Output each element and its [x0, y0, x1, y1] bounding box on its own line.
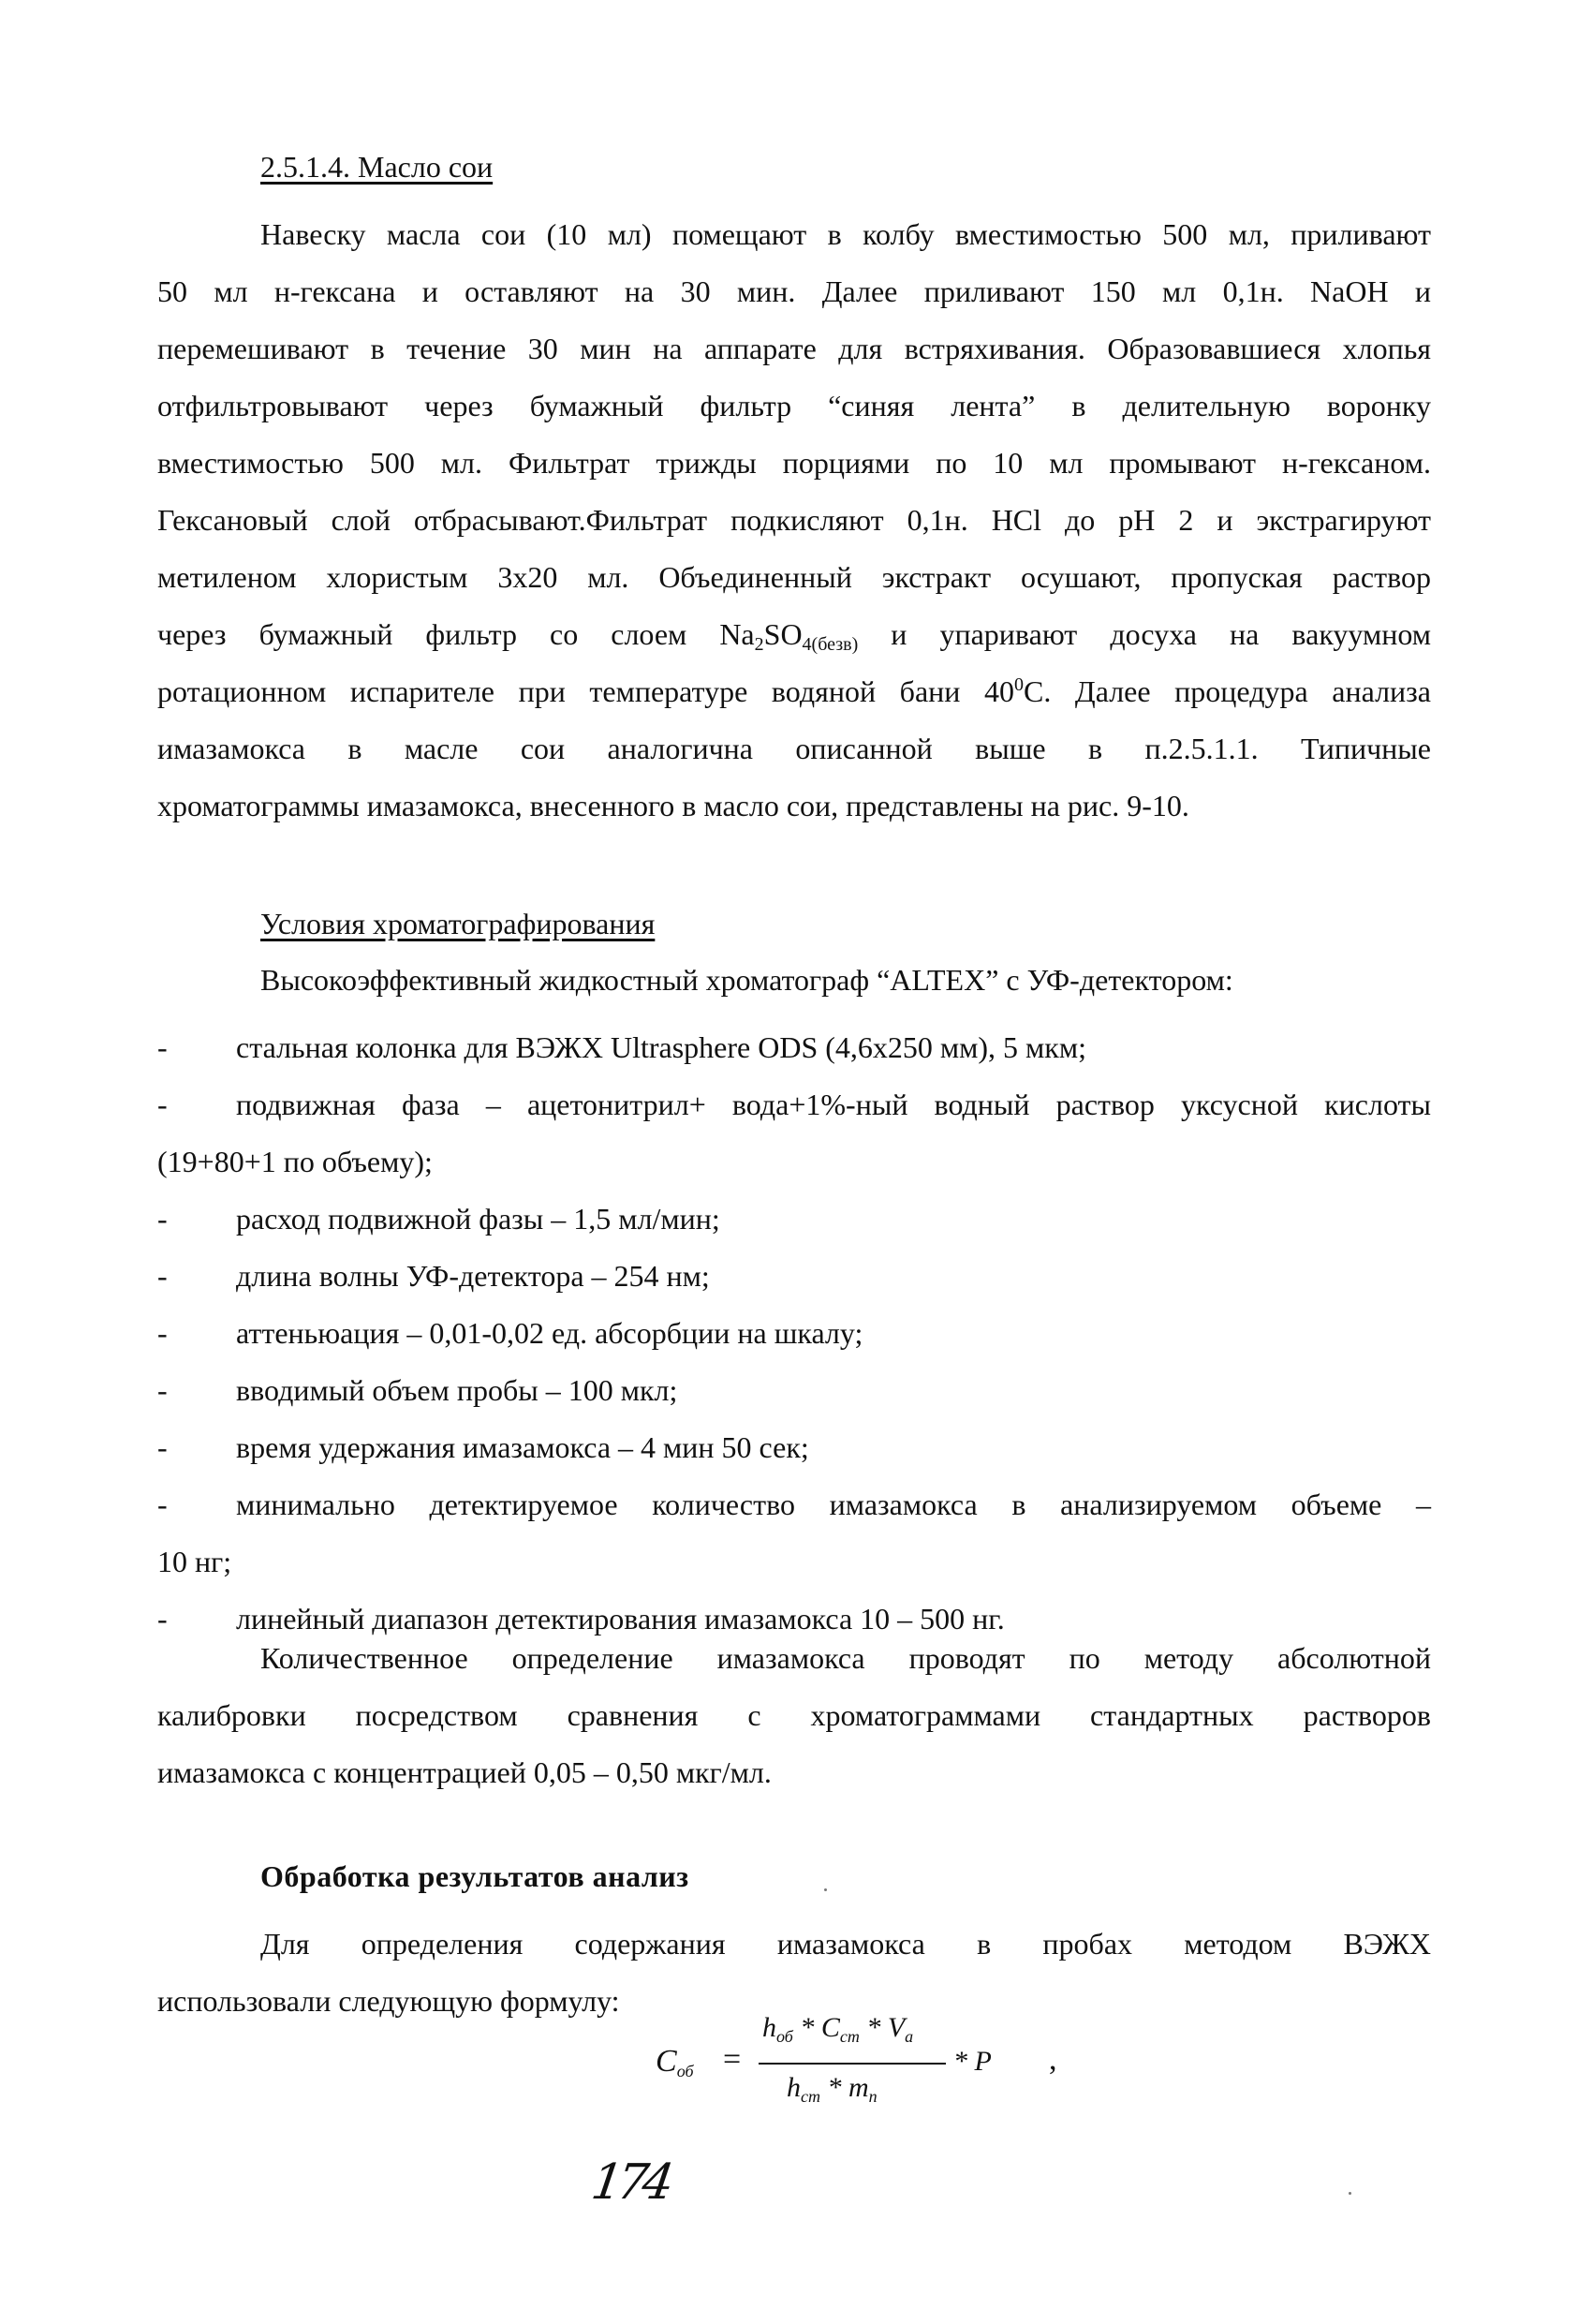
- condition-text: минимально детектируемое количество имазамокса в анализируемом объеме –: [236, 1488, 1431, 1521]
- condition-text: 10 нг;: [157, 1545, 232, 1578]
- paragraph-line: перемешивают в течение 30 мин на аппарате для встряхивания. Образовавшиеся хлопья: [157, 332, 1431, 365]
- conditions-intro: Высокоэффективный жидкостный хроматограф “ALTEX” с УФ-детектором:: [260, 963, 1233, 997]
- paragraph-line: хроматограммы имазамокса, внесенного в масло сои, представлены на рис. 9-10.: [157, 789, 1189, 822]
- paragraph-line: вместимостью 500 мл. Фильтрат трижды порциями по 10 мл промывают н-гексаном.: [157, 446, 1431, 480]
- paragraph-oil-preparation: [157, 206, 1431, 835]
- paragraph-line: Количественное определение имазамокса проводят по методу абсолютной: [260, 1641, 1431, 1675]
- paragraph-line: Гексановый слой отбрасывают.Фильтрат подкисляют 0,1н. HCl до pH 2 и экстрагируют: [157, 503, 1432, 537]
- paragraph-line: калибровки посредством сравнения с хроматограммами стандартных растворов: [157, 1698, 1431, 1732]
- section-title: 2.5.1.4. Масло сои: [260, 150, 494, 184]
- bullet-dash: -: [157, 1088, 168, 1121]
- condition-text: длина волны УФ-детектора – 254 нм;: [236, 1259, 710, 1293]
- condition-text: время удержания имазамокса – 4 мин 50 сек;: [236, 1430, 809, 1464]
- processing-title: Обработка результатов анализ: [260, 1859, 689, 1893]
- paragraph-line-temperature: ротационном испарителе при температуре водяной бани $40^0С$. Далее процедура анализа: [157, 674, 1432, 708]
- bullet-dash: -: [157, 1602, 168, 1636]
- condition-item: [157, 1076, 1431, 1191]
- condition-item: [157, 1019, 1431, 1076]
- condition-text: аттеньюация – 0,01-0,02 ед. абсорбции на шкалу;: [236, 1316, 863, 1350]
- paragraph-line: имазамокса в масле сои аналогична описанной выше в п.2.5.1.1. Типичные: [157, 732, 1431, 765]
- formula-equals: =: [723, 2042, 742, 2077]
- bullet-dash: -: [157, 1488, 168, 1521]
- condition-item: [157, 1305, 1431, 1362]
- paragraph-line-chemical-formula: через бумажный фильтр со слоем $Na_2SO_{4(безв)}$ и упаривают досуха на вакуумном: [157, 617, 1431, 655]
- condition-item: [157, 1248, 1431, 1305]
- condition-text: расход подвижной фазы – 1,5 мл/мин;: [236, 1202, 720, 1236]
- formula-lhs: Cоб: [656, 2044, 694, 2080]
- condition-text: линейный диапазон детектирования имазамокса 10 – 500 нг.: [236, 1602, 1005, 1636]
- paragraph-line: имазамокса с концентрацией 0,05 – 0,50 мкг/мл.: [157, 1755, 772, 1789]
- bullet-dash: -: [157, 1202, 168, 1236]
- formula-fraction-bar: [759, 2063, 946, 2065]
- bullet-dash: -: [157, 1430, 168, 1464]
- paragraph-line: 50 мл н-гексана и оставляют на 30 мин. Далее приливают 150 мл 0,1н. NaOH и: [157, 274, 1431, 308]
- paragraph-quantification: [157, 1630, 1431, 1801]
- paragraph-line: метиленом хлористым 3х20 мл. Объединенный экстракт осушают, пропуская раствор: [157, 560, 1431, 594]
- bullet-dash: -: [157, 1259, 168, 1293]
- bullet-dash: -: [157, 1316, 168, 1350]
- paragraph-line: Для определения содержания имазамокса в пробах методом ВЭЖХ: [260, 1927, 1431, 1961]
- scan-speck: [824, 1888, 827, 1891]
- concentration-formula: [656, 2005, 1086, 2117]
- condition-text: подвижная фаза – ацетонитрил+ вода+1%-ный водный раствор уксусной кислоты: [236, 1088, 1431, 1121]
- conditions-title: Условия хроматографирования: [260, 907, 656, 940]
- bullet-dash: -: [157, 1030, 168, 1064]
- condition-item: [157, 1476, 1431, 1591]
- condition-item: [157, 1419, 1431, 1476]
- formula-times-p: * P: [953, 2046, 992, 2077]
- paragraph-line: отфильтровывают через бумажный фильтр “синяя лента” в делительную воронку: [157, 389, 1431, 422]
- formula-numerator: $h_{об} * C_{ст} * V_а$: [762, 2012, 914, 2046]
- condition-item: [157, 1191, 1431, 1248]
- bullet-dash: -: [157, 1373, 168, 1407]
- formula-denominator: $h_{ст} * m_п$: [787, 2072, 878, 2106]
- formula-trailing-comma: ,: [1049, 2042, 1057, 2077]
- condition-text: стальная колонка для ВЭЖХ Ultrasphere ODS (4,6х250 мм), 5 мкм;: [236, 1030, 1086, 1064]
- condition-text: (19+80+1 по объему);: [157, 1145, 433, 1178]
- scan-speck: [1349, 2192, 1351, 2195]
- condition-item: [157, 1362, 1431, 1419]
- condition-text: вводимый объем пробы – 100 мкл;: [236, 1373, 678, 1407]
- paragraph-line: Навеску масла сои (10 мл) помещают в колбу вместимостью 500 мл, приливают: [260, 217, 1431, 251]
- page-number: 174: [587, 2154, 672, 2211]
- paragraph-line: использовали следующую формулу:: [157, 1984, 620, 2018]
